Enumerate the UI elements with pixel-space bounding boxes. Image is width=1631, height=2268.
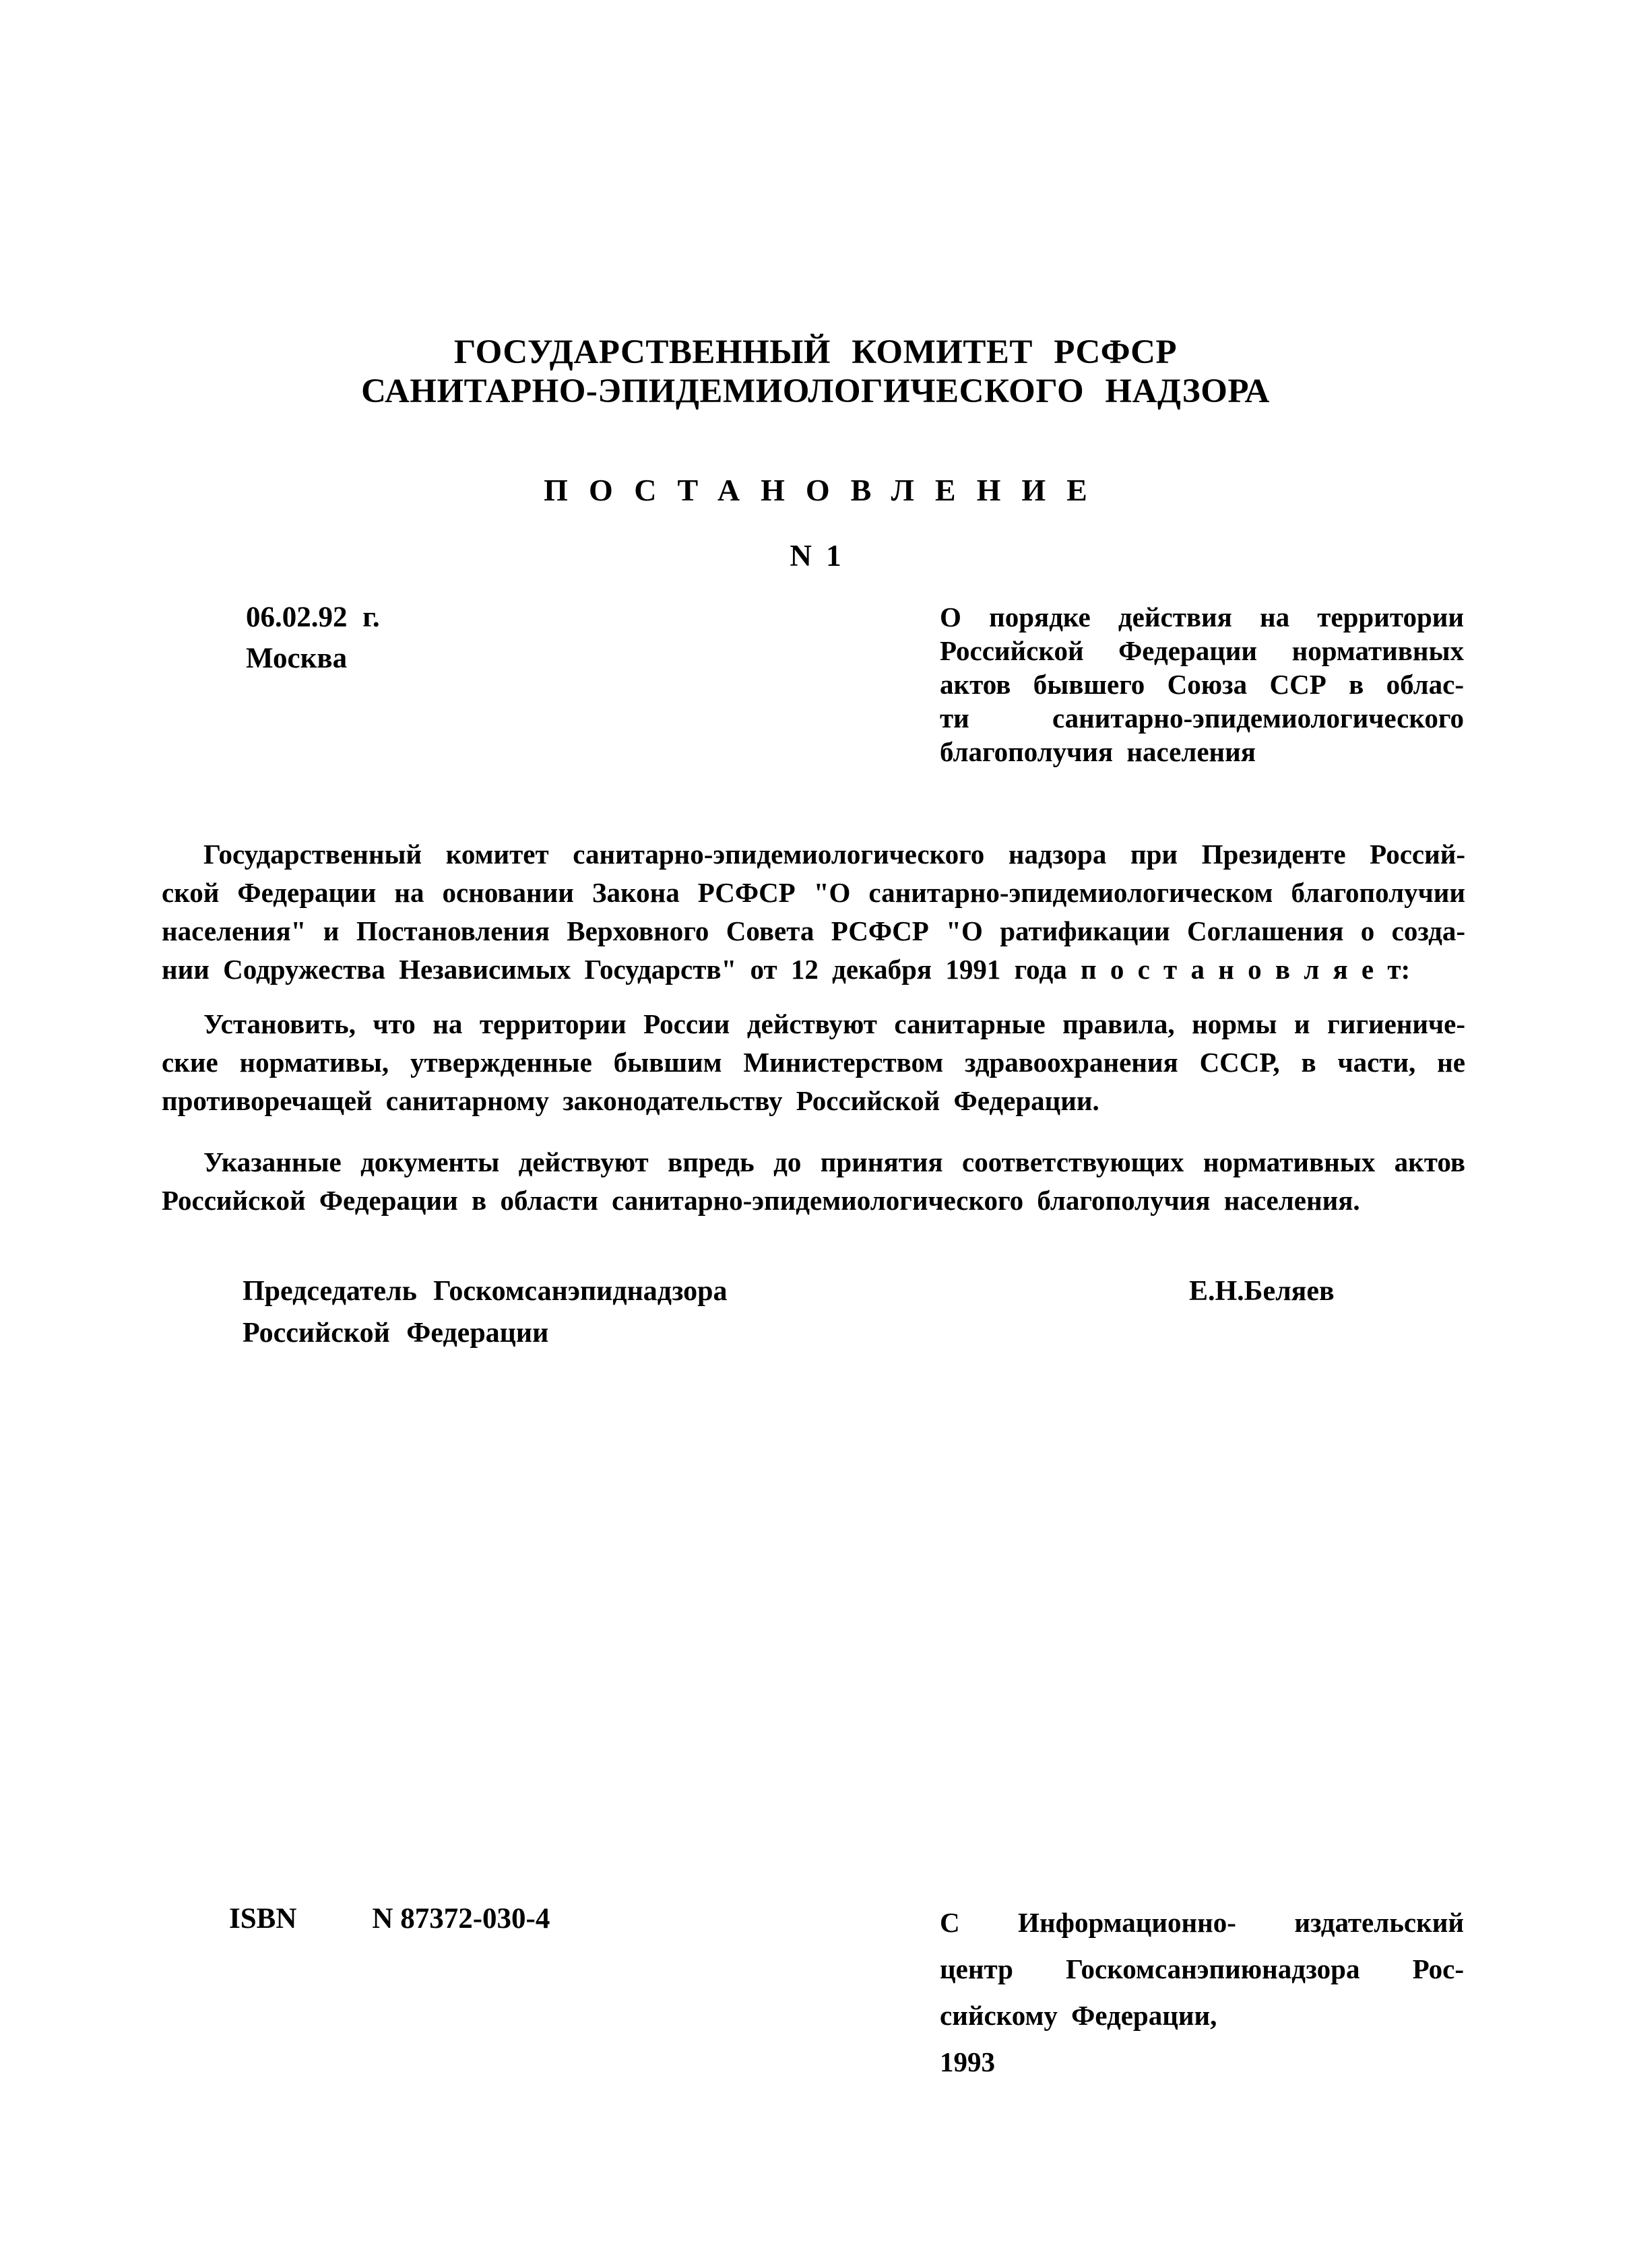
paragraph-line: населения" и Постановления Верховного Совета РСФСР "О ратификации Соглашения о созда- (162, 915, 1465, 946)
issue-city: Москва (246, 643, 348, 674)
paragraph-line: нии Содружества Независимых Государств" от 12 декабря 1991 года п о с т а н о в л я е т: (162, 954, 1411, 985)
paragraph-line: Установить, что на территории России действуют санитарные правила, нормы и гигиениче- (203, 1008, 1465, 1039)
paragraph-line: Указанные документы действуют впредь до принятия соответствующих нормативных актов (203, 1146, 1465, 1177)
paragraph-line: ской Федерации на основании Закона РСФСР "О санитарно-эпидемиологическом благополучии (162, 877, 1465, 908)
colophon-line: С Информационно- издательский (940, 1907, 1464, 1938)
colophon-block (940, 1900, 1464, 2085)
paragraph-line: противоречащей санитарному законодательству Российской Федерации. (162, 1085, 1099, 1116)
org-name-line2: САНИТАРНО-ЭПИДЕМИОЛОГИЧЕСКОГО НАДЗОРА (361, 372, 1270, 410)
body-paragraph (162, 835, 1465, 989)
subject-line: Российской Федерации нормативных (940, 635, 1464, 666)
subject-line: благополучия населения (940, 736, 1256, 767)
paragraph-line: ские нормативы, утвержденные бывшим Министерством здравоохранения СССР, в части, не (162, 1047, 1465, 1078)
paragraph-line: Государственный комитет санитарно-эпидемиологического надзора при Президенте Россий- (203, 839, 1465, 870)
body-paragraph (162, 1005, 1465, 1120)
colophon-line: сийскому Федерации, (940, 2000, 1217, 2031)
doc-number: N 1 (790, 539, 841, 573)
org-name-line1: ГОСУДАРСТВЕННЫЙ КОМИТЕТ РСФСР (453, 333, 1178, 371)
org-header (0, 333, 1631, 411)
doc-type-title: ПОСТАНОВЛЕНИЕ (544, 473, 1108, 507)
body-paragraph (162, 1143, 1465, 1220)
colophon-line: центр Госкомсанэпиюнадзора Рос- (940, 1953, 1464, 1984)
signatory-name: Е.Н.Беляев (1189, 1276, 1335, 1307)
isbn-value: N 87372-030-4 (372, 1903, 550, 1935)
subject-block (940, 600, 1464, 769)
paragraph-line: Российской Федерации в области санитарно-эпидемиологического благополучия населения. (162, 1185, 1360, 1216)
issue-meta (246, 597, 380, 679)
signature-block (243, 1270, 1469, 1354)
signature-title-line1: Председатель Госкомсанэпиднадзора (243, 1276, 728, 1307)
subject-line: ти санитарно-эпидемиологического (940, 703, 1464, 734)
subject-line: актов бывшего Союза ССР в облас- (940, 669, 1464, 700)
issue-date: 06.02.92 г. (246, 602, 380, 633)
isbn-line (229, 1902, 550, 1935)
signature-title-line2: Российской Федерации (243, 1318, 549, 1349)
isbn-label: ISBN (229, 1903, 297, 1935)
subject-line: О порядке действия на территории (940, 602, 1464, 633)
colophon-line: 1993 (940, 2046, 995, 2077)
